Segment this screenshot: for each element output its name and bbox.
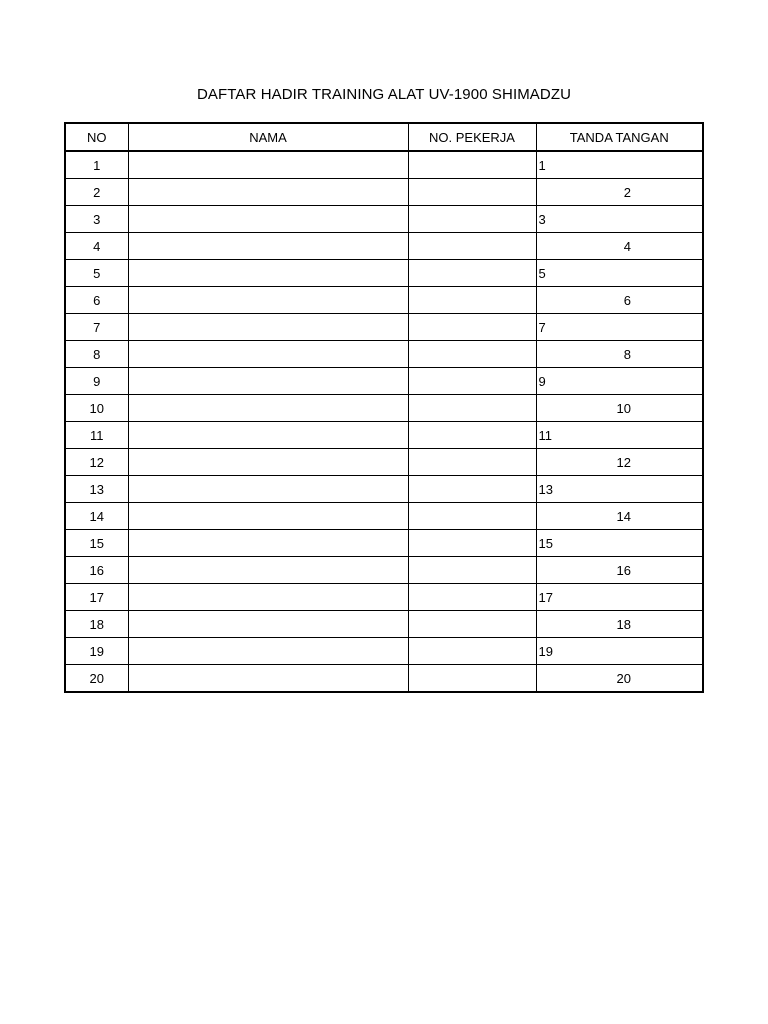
cell-no-pekerja[interactable] [408,665,536,693]
cell-nama[interactable] [128,422,408,449]
cell-nama[interactable] [128,449,408,476]
table-row [65,341,703,368]
table-row [65,584,703,611]
cell-no: 20 [65,665,128,693]
cell-no-pekerja[interactable] [408,557,536,584]
table-row [65,422,703,449]
table-row [65,665,703,693]
cell-tanda-tangan[interactable]: 9 [536,368,703,395]
cell-tanda-tangan[interactable]: 19 [536,638,703,665]
cell-no-pekerja[interactable] [408,179,536,206]
cell-tanda-tangan[interactable]: 4 [536,233,703,260]
header-nama: NAMA [128,123,408,151]
table-row [65,260,703,287]
cell-no-pekerja[interactable] [408,611,536,638]
cell-nama[interactable] [128,341,408,368]
cell-nama[interactable] [128,638,408,665]
cell-tanda-tangan[interactable]: 8 [536,341,703,368]
cell-no-pekerja[interactable] [408,151,536,179]
cell-no-pekerja[interactable] [408,314,536,341]
cell-no: 3 [65,206,128,233]
header-no: NO [65,123,128,151]
cell-no: 14 [65,503,128,530]
cell-no-pekerja[interactable] [408,584,536,611]
header-tanda-tangan: TANDA TANGAN [536,123,703,151]
cell-no: 1 [65,151,128,179]
cell-tanda-tangan[interactable]: 13 [536,476,703,503]
table-row [65,287,703,314]
cell-no: 13 [65,476,128,503]
cell-tanda-tangan[interactable]: 7 [536,314,703,341]
cell-no-pekerja[interactable] [408,449,536,476]
cell-nama[interactable] [128,260,408,287]
cell-nama[interactable] [128,611,408,638]
header-no-pekerja: NO. PEKERJA [408,123,536,151]
cell-nama[interactable] [128,584,408,611]
cell-nama[interactable] [128,503,408,530]
cell-no: 15 [65,530,128,557]
cell-nama[interactable] [128,557,408,584]
table-row [65,557,703,584]
cell-nama[interactable] [128,151,408,179]
table-row [65,206,703,233]
cell-tanda-tangan[interactable]: 1 [536,151,703,179]
table-row [65,503,703,530]
cell-tanda-tangan[interactable]: 16 [536,557,703,584]
cell-nama[interactable] [128,395,408,422]
cell-no-pekerja[interactable] [408,341,536,368]
cell-tanda-tangan[interactable]: 20 [536,665,703,693]
page-title: DAFTAR HADIR TRAINING ALAT UV-1900 SHIMADZU [196,86,572,103]
table-row [65,314,703,341]
cell-no-pekerja[interactable] [408,530,536,557]
cell-no: 11 [65,422,128,449]
cell-tanda-tangan[interactable]: 6 [536,287,703,314]
cell-no-pekerja[interactable] [408,638,536,665]
cell-nama[interactable] [128,233,408,260]
table-row [65,638,703,665]
cell-tanda-tangan[interactable]: 18 [536,611,703,638]
cell-no: 17 [65,584,128,611]
cell-no: 2 [65,179,128,206]
cell-nama[interactable] [128,314,408,341]
cell-no: 5 [65,260,128,287]
table-row [65,151,703,179]
cell-no-pekerja[interactable] [408,476,536,503]
table-row [65,179,703,206]
cell-nama[interactable] [128,368,408,395]
cell-no-pekerja[interactable] [408,233,536,260]
cell-no: 16 [65,557,128,584]
cell-tanda-tangan[interactable]: 15 [536,530,703,557]
cell-no: 7 [65,314,128,341]
table-row [65,368,703,395]
cell-no-pekerja[interactable] [408,395,536,422]
cell-no-pekerja[interactable] [408,368,536,395]
cell-no: 19 [65,638,128,665]
cell-tanda-tangan[interactable]: 17 [536,584,703,611]
cell-tanda-tangan[interactable]: 2 [536,179,703,206]
cell-nama[interactable] [128,665,408,693]
cell-nama[interactable] [128,287,408,314]
cell-tanda-tangan[interactable]: 10 [536,395,703,422]
table-row [65,233,703,260]
cell-no: 4 [65,233,128,260]
cell-no-pekerja[interactable] [408,206,536,233]
cell-tanda-tangan[interactable]: 14 [536,503,703,530]
table-row [65,530,703,557]
attendance-table [64,122,704,693]
cell-no-pekerja[interactable] [408,260,536,287]
table-row [65,611,703,638]
cell-no: 10 [65,395,128,422]
cell-nama[interactable] [128,179,408,206]
table-row [65,395,703,422]
cell-tanda-tangan[interactable]: 3 [536,206,703,233]
cell-tanda-tangan[interactable]: 5 [536,260,703,287]
cell-no: 9 [65,368,128,395]
cell-no-pekerja[interactable] [408,503,536,530]
cell-no-pekerja[interactable] [408,422,536,449]
cell-tanda-tangan[interactable]: 11 [536,422,703,449]
cell-no: 6 [65,287,128,314]
table-header-row [65,123,703,151]
table-row [65,476,703,503]
table-row [65,449,703,476]
cell-nama[interactable] [128,206,408,233]
cell-no: 12 [65,449,128,476]
cell-nama[interactable] [128,530,408,557]
cell-no: 18 [65,611,128,638]
cell-nama[interactable] [128,476,408,503]
cell-no-pekerja[interactable] [408,287,536,314]
cell-no: 8 [65,341,128,368]
cell-tanda-tangan[interactable]: 12 [536,449,703,476]
